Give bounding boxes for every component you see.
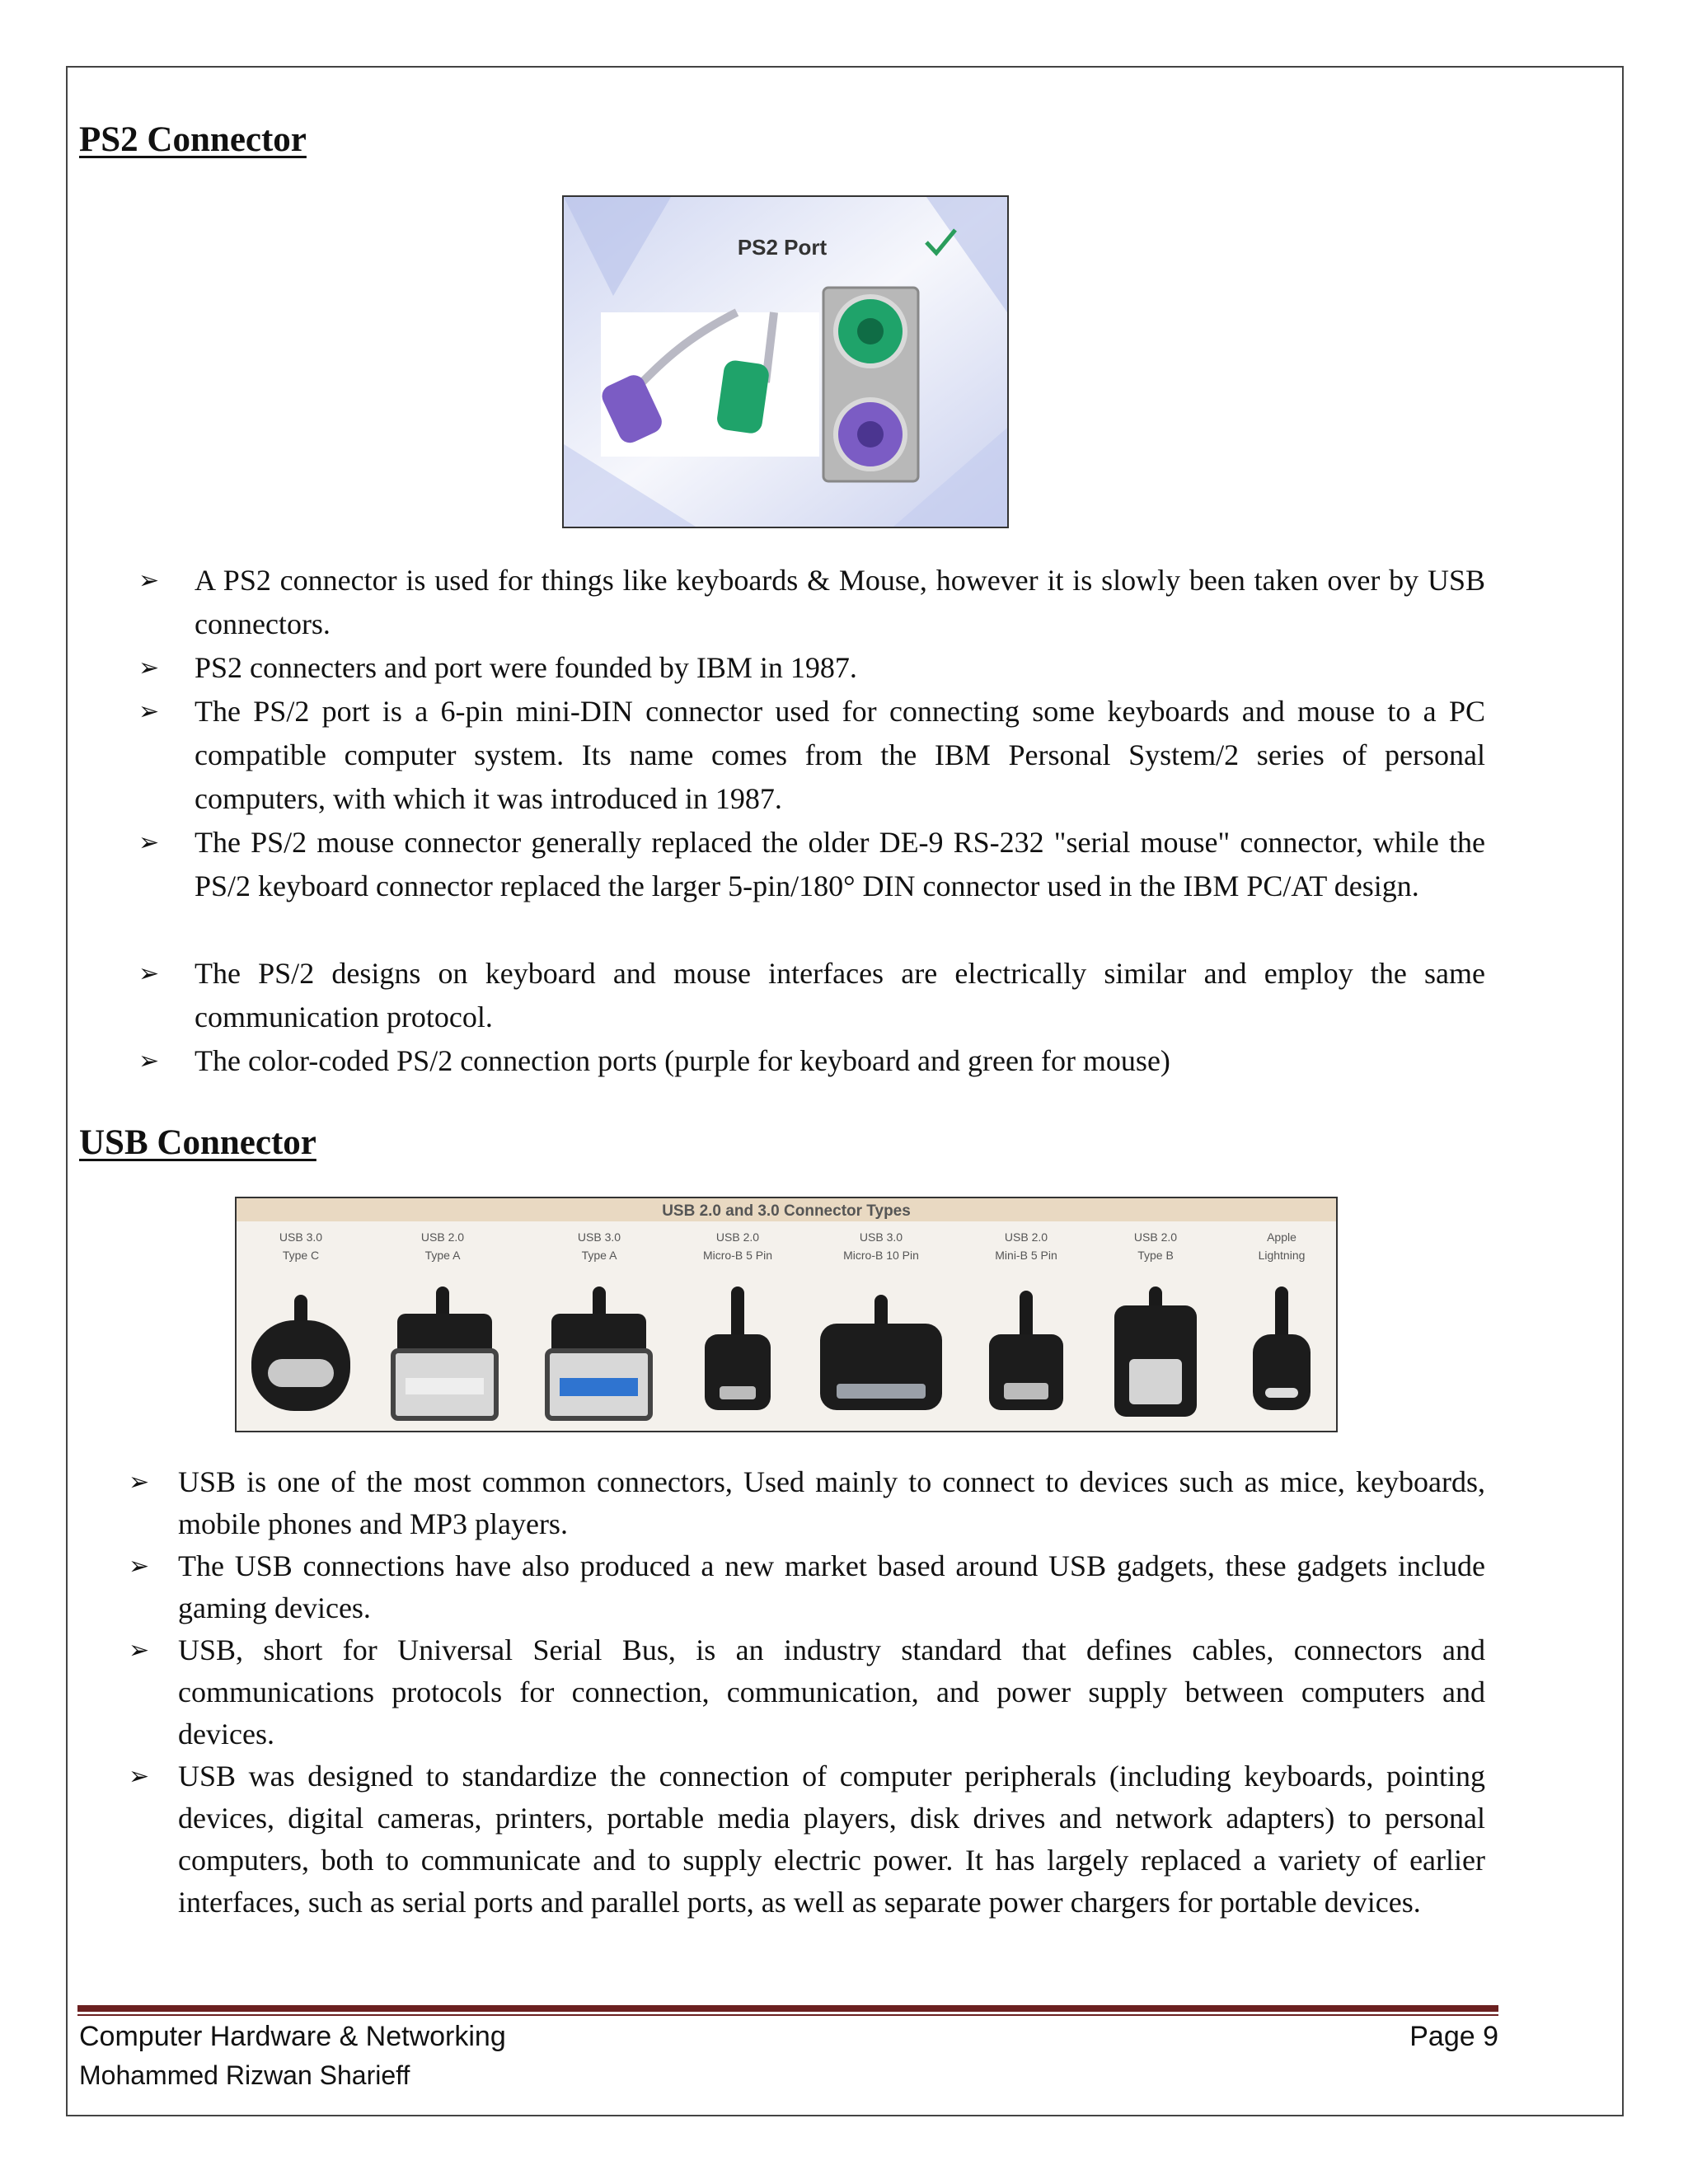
bullet-arrow-icon: ➢ (138, 829, 160, 856)
usb-bullet-list (129, 1461, 1485, 1966)
usb-connector-label: USB 2.0 (1004, 1230, 1048, 1244)
bullet-arrow-icon: ➢ (138, 654, 160, 682)
list-item: ➢ The PS/2 designs on keyboard and mouse interfaces are electrically similar and employ the same communication protocol. (195, 952, 1485, 1039)
list-item: ➢ USB was designed to standardize the connection of computer peripherals (including keyboards, pointing devices, digital cameras, printers, portable media players, disk drives and network adapters) to personal computers, both to communicate and to supply electric power. It has largely replaced a variety of earlier interfaces, such as serial ports and parallel ports, as well as separate power chargers for portable devices. (178, 1755, 1485, 1966)
usb-connector-label: USB 3.0 (859, 1230, 903, 1244)
list-item: ➢ USB is one of the most common connectors, Used mainly to connect to devices such as mice, keyboards, mobile phones and MP3 players. (178, 1461, 1485, 1545)
usb-connector-label: USB 3.0 (577, 1230, 621, 1244)
usb-connector-label: Apple (1267, 1230, 1296, 1244)
list-item: ➢ A PS2 connector is used for things like keyboards & Mouse, however it is slowly been taken over by USB connectors. (195, 559, 1485, 646)
usb-connector-label: Mini-B 5 Pin (995, 1249, 1057, 1262)
ps2-heading: PS2 Connector (79, 120, 307, 159)
usb-figure-caption: USB 2.0 and 3.0 Connector Types (662, 1202, 911, 1220)
usb-connector-illustration (237, 1198, 1336, 1431)
footer-rule (77, 2005, 1498, 2012)
ps2-port-illustration (564, 197, 1007, 527)
usb-connector-label: Type A (581, 1249, 617, 1262)
usb-connector-label: Type B (1137, 1249, 1174, 1262)
list-item: ➢ USB, short for Universal Serial Bus, is an industry standard that defines cables, connectors and communications protocols for connection, communication, and power supply between computers and devices. (178, 1629, 1485, 1755)
footer-page-number: Page 9 (1409, 2021, 1498, 2052)
ps2-bullet-list (138, 559, 1485, 1083)
bullet-arrow-icon: ➢ (138, 1047, 160, 1075)
bullet-arrow-icon: ➢ (138, 698, 160, 725)
list-item: ➢ The PS/2 mouse connector generally replaced the older DE-9 RS-232 "serial mouse" connector, while the PS/2 keyboard connector replaced the larger 5-pin/180° DIN connector used in the IBM PC/AT design. (195, 821, 1485, 952)
bullet-arrow-icon: ➢ (138, 567, 160, 594)
usb-connector-label: USB 2.0 (420, 1230, 465, 1244)
usb-heading: USB Connector (79, 1123, 316, 1162)
footer-author: Mohammed Rizwan Sharieff (79, 2060, 410, 2090)
green-ps2-plug (715, 359, 770, 435)
list-item: ➢ The PS/2 port is a 6-pin mini-DIN connector used for connecting some keyboards and mouse to a PC compatible computer system. Its name comes from the IBM Personal System/2 series of personal computers, with which it was introduced in 1987. (195, 690, 1485, 821)
usb-connector-types-image (235, 1197, 1338, 1432)
ps2-figure-caption: PS2 Port (737, 235, 828, 260)
bullet-arrow-icon: ➢ (129, 1469, 150, 1496)
footer-rule-thin (77, 2014, 1498, 2016)
list-item: ➢ The USB connections have also produced a new market based around USB gadgets, these gadgets include gaming devices. (178, 1545, 1485, 1629)
lightning-plug (1253, 1334, 1311, 1410)
usb-connector-label: USB 3.0 (279, 1230, 323, 1244)
usb-connector-label: USB 2.0 (715, 1230, 760, 1244)
usb-connector-label: Lightning (1258, 1249, 1306, 1262)
list-item: ➢ PS2 connecters and port were founded by IBM in 1987. (195, 646, 1485, 690)
footer-course-title: Computer Hardware & Networking (79, 2021, 506, 2052)
usb-connector-label: Type C (282, 1249, 320, 1262)
ps2-port-image (562, 195, 1009, 528)
usb-connector-label: Micro-B 10 Pin (843, 1249, 919, 1262)
bullet-arrow-icon: ➢ (129, 1763, 150, 1790)
bullet-arrow-icon: ➢ (129, 1553, 150, 1580)
bullet-arrow-icon: ➢ (129, 1637, 150, 1664)
list-item: ➢ The color-coded PS/2 connection ports (purple for keyboard and green for mouse) (195, 1039, 1485, 1083)
usb-connector-label: Type A (424, 1249, 461, 1262)
usb-connector-label: USB 2.0 (1133, 1230, 1178, 1244)
usb-connector-label: Micro-B 5 Pin (702, 1249, 773, 1262)
bullet-arrow-icon: ➢ (138, 960, 160, 987)
